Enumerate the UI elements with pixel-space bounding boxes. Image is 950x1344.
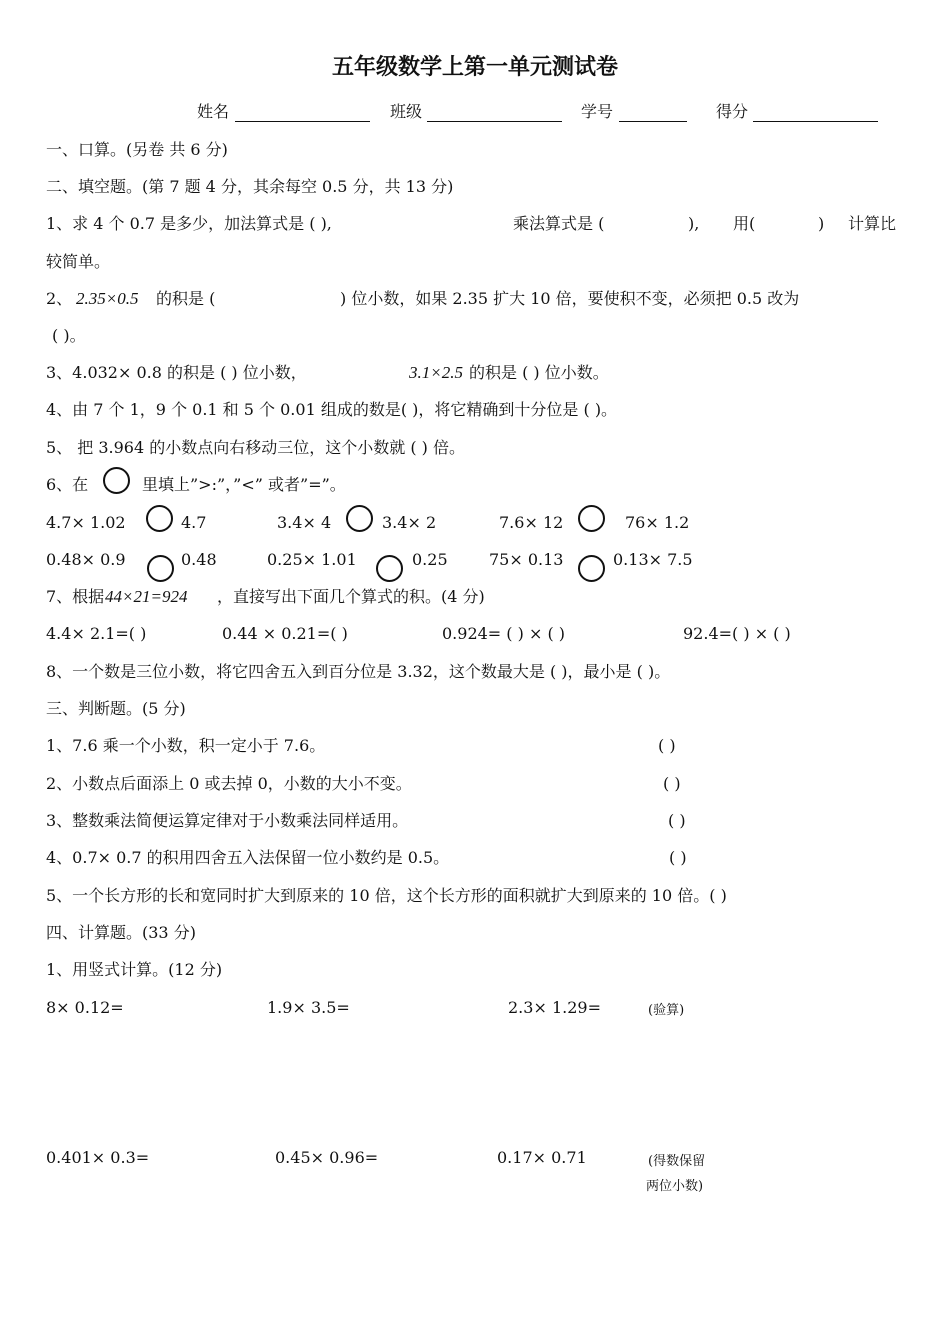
compare-1-right: 4.7 [181,513,207,532]
q7-expression: 44×21=924 [105,587,188,606]
q3-expression: 3.1×2.5 [409,363,463,382]
q6-text-a: 6、在 [46,475,89,494]
section-4-heading: 四、计算题。(33 分) [46,923,196,942]
judge-4-bracket[interactable]: ( ) [669,848,687,867]
q5-text: 5、 把 3.964 的小数点向右移动三位，这个小数就 ( ) 倍。 [46,438,465,457]
calc-6: 0.17× 0.71 [497,1148,587,1167]
q7-item-3: 0.924= ( ) × ( ) [442,624,566,643]
compare-3-right: 76× 1.2 [625,513,690,532]
calc-3-note: (验算) [648,1003,685,1018]
q1-text-d: 用( [733,214,756,233]
compare-3-circle[interactable] [578,505,605,532]
id-label: 学号 [581,102,614,121]
section-2-heading: 二、填空题。(第 7 题 4 分，其余每空 0.5 分，共 13 分) [46,177,454,196]
judge-1-bracket[interactable]: ( ) [658,736,676,755]
compare-2-circle[interactable] [346,505,373,532]
id-field[interactable] [619,121,687,122]
section-4-sub1: 1、用竖式计算。(12 分) [46,960,223,979]
compare-5-left: 0.25× 1.01 [267,550,357,569]
q1-text-c: ), [688,214,700,233]
q2-text-e: ( )。 [52,326,86,345]
compare-5-right: 0.25 [412,550,448,569]
q7-text-c: ，直接写出下面几个算式的积。(4 分) [217,587,485,606]
calc-3: 2.3× 1.29= [508,998,601,1017]
compare-1-left: 4.7× 1.02 [46,513,126,532]
judge-1-text: 1、7.6 乘一个小数，积一定小于 7.6。 [46,736,326,755]
q1-text-f: 计算比 [848,214,897,233]
q1-text-b: 乘法算式是 ( [513,214,605,233]
compare-4-circle[interactable] [147,555,174,582]
compare-1-circle[interactable] [146,505,173,532]
calc-2: 1.9× 3.5= [267,998,350,1017]
section-3-heading: 三、判断题。(5 分) [46,699,186,718]
q2-expression: 2.35×0.5 [76,289,139,308]
q2-text-a: 2、 [46,289,73,308]
q3-text-c: 的积是 ( ) 位小数。 [469,363,609,382]
calc-4: 0.401× 0.3= [46,1148,150,1167]
q1-text-a: 1、求 4 个 0.7 是多少，加法算式是 ( ), [46,214,332,233]
judge-2-text: 2、小数点后面添上 0 或去掉 0，小数的大小不变。 [46,774,412,793]
judge-3-text: 3、整数乘法简便运算定律对于小数乘法同样适用。 [46,811,409,830]
name-field[interactable] [235,121,370,122]
class-label: 班级 [390,102,423,121]
compare-4-left: 0.48× 0.9 [46,550,126,569]
calc-1: 8× 0.12= [46,998,124,1017]
score-label: 得分 [716,102,749,121]
q7-item-2: 0.44 × 0.21=( ) [222,624,348,643]
compare-6-right: 0.13× 7.5 [613,550,693,569]
q8-text: 8、一个数是三位小数，将它四舍五入到百分位是 3.32，这个数最大是 ( )，最小是 ( )。 [46,662,671,681]
q6-text-b: 里填上”>:”，”<” 或者”=”。 [142,475,346,494]
name-label: 姓名 [197,102,230,121]
calc-6-note-1: (得数保留 [648,1154,706,1169]
q3-text-a: 3、4.032× 0.8 的积是 ( ) 位小数， [46,363,307,382]
score-field[interactable] [753,121,878,122]
class-field[interactable] [427,121,562,122]
compare-6-circle[interactable] [578,555,605,582]
q2-text-d: ) 位小数，如果 2.35 扩大 10 倍，要使积不变，必须把 0.5 改为 [340,289,800,308]
calc-6-note-2: 两位小数) [646,1179,704,1194]
judge-4-text: 4、0.7× 0.7 的积用四舍五入法保留一位小数约是 0.5。 [46,848,450,867]
q7-item-1: 4.4× 2.1=( ) [46,624,147,643]
q2-text-c: 的积是 ( [156,289,216,308]
compare-4-right: 0.48 [181,550,217,569]
judge-5-text: 5、一个长方形的长和宽同时扩大到原来的 10 倍，这个长方形的面积就扩大到原来的 10 倍。( ) [46,886,727,905]
q1-text-e: ) [818,214,825,233]
q1-text-g: 较简单。 [46,252,111,271]
compare-3-left: 7.6× 12 [499,513,564,532]
page-title: 五年级数学上第一单元测试卷 [331,55,618,80]
q7-item-4: 92.4=( ) × ( ) [683,624,791,643]
compare-2-left: 3.4× 4 [277,513,332,532]
calc-5: 0.45× 0.96= [275,1148,379,1167]
judge-3-bracket[interactable]: ( ) [668,811,686,830]
q4-text: 4、由 7 个 1，9 个 0.1 和 5 个 0.01 组成的数是( )，将它精确到十分位是 ( )。 [46,400,618,419]
q7-text-a: 7、根据 [46,587,105,606]
compare-6-left: 75× 0.13 [489,550,564,569]
section-1-heading: 一、口算。(另卷 共 6 分) [46,140,228,159]
judge-2-bracket[interactable]: ( ) [663,774,681,793]
compare-5-circle[interactable] [376,555,403,582]
compare-circle-icon [103,467,130,494]
compare-2-right: 3.4× 2 [382,513,437,532]
